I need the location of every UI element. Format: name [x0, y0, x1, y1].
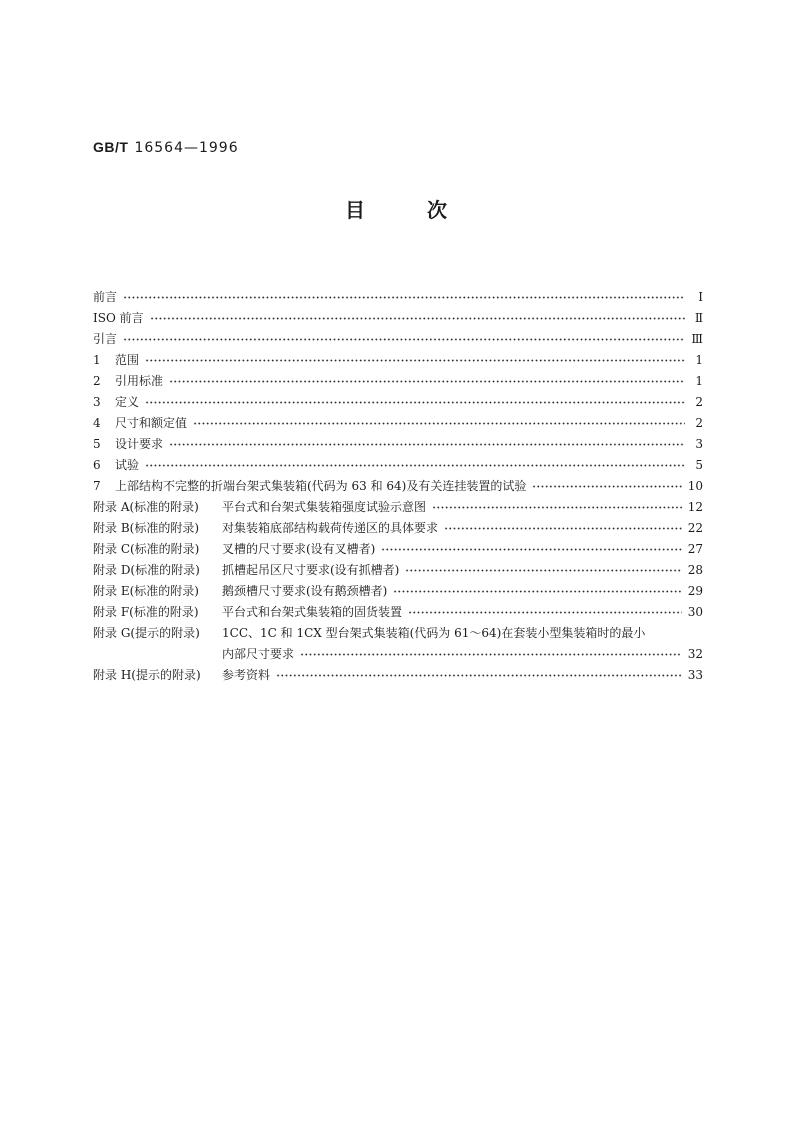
- dot-leader: [145, 401, 685, 404]
- toc-entry-page: 33: [687, 667, 703, 682]
- appendix-label: 附录 E(标准的附录): [93, 584, 199, 598]
- toc-entry-continuation: [93, 643, 703, 664]
- toc-entry-number: 6: [93, 457, 101, 472]
- toc-entry-number: 7: [93, 478, 101, 493]
- toc-entry-page: 22: [687, 520, 703, 535]
- toc-entry-appendix: [93, 580, 703, 601]
- dot-leader: [193, 422, 685, 425]
- toc-entry-title: 抓槽起吊区尺寸要求(设有抓槽者): [222, 563, 400, 577]
- toc-entry-page: Ⅱ: [694, 310, 703, 325]
- toc-entry-page: 12: [687, 499, 703, 514]
- appendix-label: 附录 H(提示的附录): [93, 668, 201, 682]
- toc-entry: [93, 475, 703, 496]
- toc-entry: [93, 454, 703, 475]
- toc-entry-title: 平台式和台架式集装箱强度试验示意图: [222, 500, 427, 514]
- toc-entry-title: 引用标准: [115, 374, 164, 388]
- toc-entry-appendix: [93, 517, 703, 538]
- toc-entry-page: 1: [695, 352, 703, 367]
- toc-entry-appendix: [93, 538, 703, 559]
- toc-entry: [93, 391, 703, 412]
- toc-entry-page: Ⅰ: [698, 289, 703, 304]
- standard-code: [93, 137, 239, 158]
- dot-leader: [145, 464, 685, 467]
- toc-entry-page: 2: [695, 415, 703, 430]
- toc-entry: [93, 286, 703, 307]
- dot-leader: [393, 590, 681, 593]
- toc-entry-appendix: [93, 664, 703, 685]
- dot-leader: [444, 527, 682, 530]
- appendix-label: 附录 G(提示的附录): [93, 626, 200, 640]
- toc-entry-page: 2: [695, 394, 703, 409]
- toc-entry: [93, 307, 703, 328]
- dot-leader: [276, 674, 682, 677]
- page-title: [345, 198, 447, 222]
- toc-entry-page: 32: [687, 646, 703, 661]
- toc-entry-appendix: [93, 622, 703, 643]
- appendix-label: 附录 B(标准的附录): [93, 521, 199, 535]
- dot-leader: [123, 338, 685, 341]
- toc-entry-title: 引言: [93, 332, 118, 346]
- toc-entry-number: 1: [93, 352, 101, 367]
- toc-entry: [93, 433, 703, 454]
- toc-entry-title: 设计要求: [115, 437, 164, 451]
- toc-entry-title: 前言: [93, 290, 118, 304]
- toc-entry-title: 定义: [115, 395, 140, 409]
- toc-entry-appendix: [93, 496, 703, 517]
- toc-entry-title: 1CC、1C 和 1CX 型台架式集装箱(代码为 61～64)在套装小型集装箱时的最小: [222, 626, 646, 640]
- toc-entry: [93, 349, 703, 370]
- dot-leader: [169, 443, 685, 446]
- toc-entry-title: 上部结构不完整的折端台架式集装箱(代码为 63 和 64)及有关连挂装置的试验: [115, 479, 527, 493]
- dot-leader: [300, 653, 682, 656]
- dot-leader: [150, 317, 685, 320]
- toc-entry-page: 3: [695, 436, 703, 451]
- toc-entry-appendix: [93, 601, 703, 622]
- toc-entry-title: 试验: [115, 458, 140, 472]
- toc-entry-page: 5: [695, 457, 703, 472]
- toc-entry-page: 28: [687, 562, 703, 577]
- toc-entry: [93, 328, 703, 349]
- toc-entry-number: 2: [93, 373, 101, 388]
- dot-leader: [145, 359, 685, 362]
- dot-leader: [381, 548, 681, 551]
- dot-leader: [432, 506, 682, 509]
- toc-entry-page: Ⅲ: [691, 331, 703, 346]
- dot-leader: [123, 296, 685, 299]
- dot-leader: [532, 485, 681, 488]
- toc-entry-number: 5: [93, 436, 101, 451]
- toc-entry-page: 1: [695, 373, 703, 388]
- appendix-label: 附录 F(标准的附录): [93, 605, 199, 619]
- toc-entry-title: 参考资料: [222, 668, 271, 682]
- toc-entry-number: 4: [93, 415, 101, 430]
- page-title-char-2: 次: [427, 198, 447, 222]
- toc-entry-page: 10: [687, 478, 703, 493]
- appendix-label: 附录 A(标准的附录): [93, 500, 199, 514]
- toc-entry: [93, 370, 703, 391]
- page-title-char-1: 目: [345, 198, 365, 222]
- dot-leader: [408, 611, 682, 614]
- table-of-contents: [93, 286, 703, 685]
- appendix-label: 附录 D(标准的附录): [93, 563, 200, 577]
- toc-entry-title: 平台式和台架式集装箱的固货装置: [222, 605, 403, 619]
- toc-entry-title: 尺寸和额定值: [115, 416, 188, 430]
- toc-entry-number: 3: [93, 394, 101, 409]
- standard-prefix: GB/T: [93, 139, 129, 155]
- toc-entry: [93, 412, 703, 433]
- toc-entry-title: 对集装箱底部结构载荷传递区的具体要求: [222, 521, 439, 535]
- toc-entry-page: 30: [687, 604, 703, 619]
- toc-entry-page: 29: [687, 583, 703, 598]
- dot-leader: [405, 569, 681, 572]
- toc-entry-title: ISO 前言: [93, 311, 144, 325]
- toc-entry-title: 范围: [115, 353, 140, 367]
- appendix-label: 附录 C(标准的附录): [93, 542, 200, 556]
- toc-entry-appendix: [93, 559, 703, 580]
- toc-entry-title-continued: 内部尺寸要求: [222, 647, 295, 661]
- toc-entry-title: 叉槽的尺寸要求(设有叉槽者): [222, 542, 376, 556]
- toc-entry-page: 27: [687, 541, 703, 556]
- toc-entry-title: 鹅颈槽尺寸要求(设有鹅颈槽者): [222, 584, 388, 598]
- dot-leader: [169, 380, 685, 383]
- standard-number: 16564—1996: [134, 140, 239, 156]
